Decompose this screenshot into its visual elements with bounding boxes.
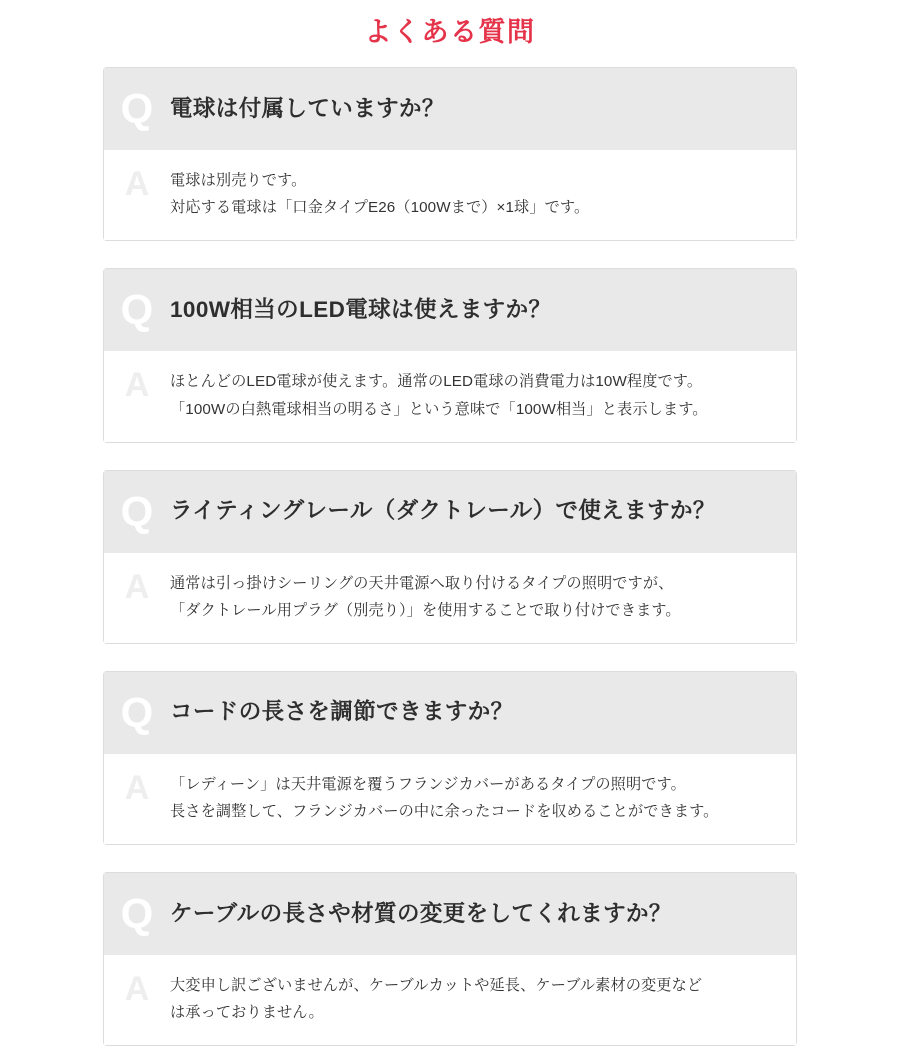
faq-answer-body (104, 351, 796, 441)
faq-answer-body (104, 150, 796, 240)
question-marker-icon: Q (120, 487, 154, 535)
faq-answer-body (104, 754, 796, 844)
answer-marker-icon: A (124, 567, 150, 606)
faq-item[interactable] (103, 671, 797, 845)
faq-answer-body (104, 553, 796, 643)
question-marker-icon: Q (120, 286, 154, 334)
answer-marker-icon: A (124, 366, 150, 405)
answer-marker-icon: A (124, 969, 150, 1008)
faq-question-header[interactable] (104, 269, 796, 351)
faq-answer-body (104, 955, 796, 1045)
faq-question-header[interactable] (104, 672, 796, 754)
faq-question-header[interactable] (104, 873, 796, 955)
faq-list (103, 48, 797, 1045)
faq-question-text: ライティングレール（ダクトレール）で使えますか？ (170, 498, 716, 524)
faq-item[interactable] (103, 268, 797, 442)
question-marker-icon: Q (120, 688, 154, 736)
faq-answer-line: 電球は別売りです。 (170, 172, 307, 190)
question-marker-icon: Q (120, 85, 154, 133)
faq-question-text: ケーブルの長さや材質の変更をしてくれますか？ (170, 900, 672, 926)
faq-answer-text (170, 972, 702, 1026)
faq-answer-line: 通常は引っ掛けシーリングの天井電源へ取り付けるタイプの照明ですが、 (170, 574, 674, 592)
faq-question-header[interactable] (104, 471, 796, 553)
faq-answer-text (170, 771, 718, 825)
page-title: よくある質問 (364, 17, 536, 47)
faq-answer-text (170, 167, 589, 221)
faq-answer-line: 大変申し訳ございませんが、ケーブルカットや延長、ケーブル素材の変更など (170, 976, 703, 994)
faq-item[interactable] (103, 470, 797, 644)
answer-marker-icon: A (124, 165, 150, 204)
faq-answer-line: 長さを調整して、フランジカバーの中に余ったコードを収めることができます。 (170, 802, 719, 820)
faq-answer-line: は承っておりません。 (170, 1003, 324, 1021)
faq-answer-line: 「レディーン」は天井電源を覆うフランジカバーがあるタイプの照明です。 (170, 775, 686, 793)
faq-answer-line: 「100Wの白熱電球相当の明るさ」という意味で「100W相当」と表示します。 (170, 400, 708, 418)
faq-answer-text (170, 570, 681, 624)
question-marker-icon: Q (120, 889, 154, 937)
faq-question-text: 電球は付属していますか？ (170, 96, 445, 122)
faq-item[interactable] (103, 67, 797, 241)
faq-question-header[interactable] (104, 68, 796, 150)
faq-answer-line: 対応する電球は「口金タイプE26（100Wまで）×1球」です。 (170, 199, 590, 217)
faq-answer-text (170, 368, 708, 422)
faq-item[interactable] (103, 872, 797, 1046)
faq-answer-line: ほとんどのLED電球が使えます。通常のLED電球の消費電力は10W程度です。 (170, 373, 703, 391)
answer-marker-icon: A (124, 768, 150, 807)
faq-question-text: 100W相当のLED電球は使えますか？ (170, 297, 552, 323)
faq-question-text: コードの長さを調節できますか？ (170, 699, 514, 725)
faq-answer-line: 「ダクトレール用プラグ（別売り）」を使用することで取り付けできます。 (170, 601, 681, 619)
